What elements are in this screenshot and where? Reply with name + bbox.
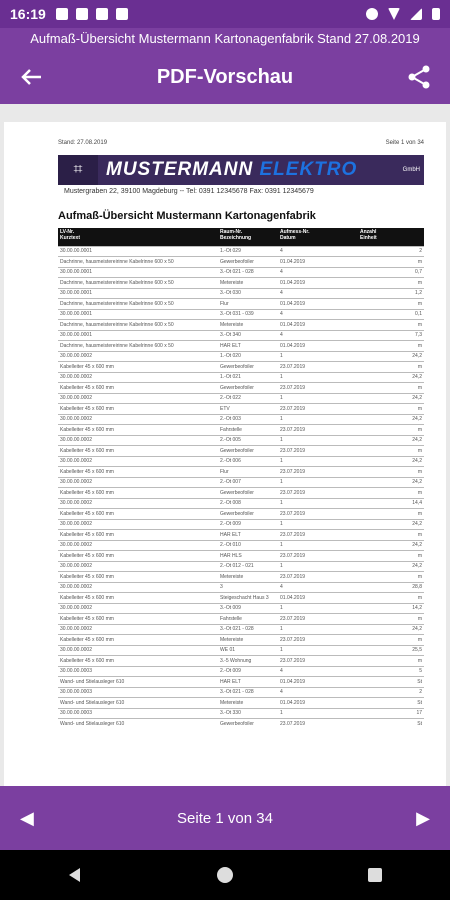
- table-cell: m: [358, 614, 424, 625]
- table-cell: 3.-Ot 009: [218, 603, 278, 614]
- table-cell: HAR ELT: [218, 677, 278, 688]
- table-cell: 30.00.00.0002: [58, 519, 218, 530]
- table-row: [58, 540, 424, 551]
- signal-icon: [410, 8, 422, 20]
- table-cell: St: [358, 677, 424, 688]
- document-subtitle: Aufmaß-Übersicht Mustermann Kartonagenfabrik Stand 27.08.2019: [0, 28, 450, 50]
- table-cell: Flur: [218, 467, 278, 478]
- pdf-viewer[interactable]: [0, 104, 450, 786]
- table-cell: 30.00.00.0001: [58, 267, 218, 278]
- back-arrow-icon[interactable]: [16, 62, 46, 92]
- table-row: [58, 299, 424, 310]
- header-raum-nr: Raum-Nr.: [220, 229, 243, 235]
- table-cell: Kabelleiter 45 x 600 mm: [58, 509, 218, 520]
- table-cell: 3.-Ot 031 - 039: [218, 309, 278, 320]
- table-cell: m: [358, 572, 424, 583]
- table-cell: m: [358, 467, 424, 478]
- table-cell: 30.00.00.0002: [58, 498, 218, 509]
- table-cell: m: [358, 362, 424, 373]
- table-cell: 01.04.2019: [278, 299, 358, 310]
- table-row: [58, 635, 424, 646]
- table-cell: 01.04.2019: [278, 320, 358, 331]
- table-cell: 1: [278, 708, 358, 719]
- table-cell: 01.04.2019: [278, 257, 358, 268]
- table-row: [58, 330, 424, 341]
- next-page-icon[interactable]: ▶: [416, 808, 430, 828]
- document-title: Aufmaß-Übersicht Mustermann Kartonagenfabrik: [58, 210, 316, 222]
- table-cell: 1: [278, 435, 358, 446]
- table-row: [58, 498, 424, 509]
- table-cell: Gewerbeofoiler: [218, 362, 278, 373]
- table-cell: 2.-Ot 005: [218, 435, 278, 446]
- table-cell: 30.00.00.0002: [58, 603, 218, 614]
- table-cell: 30.00.00.0002: [58, 456, 218, 467]
- previous-page-icon[interactable]: ◀: [20, 808, 34, 828]
- table-cell: Metereiste: [218, 635, 278, 646]
- table-row: [58, 341, 424, 352]
- logo-word-2: ELEKTRO: [259, 159, 358, 180]
- table-cell: 1.-Ot 021: [218, 372, 278, 383]
- page-header: [58, 140, 424, 146]
- table-cell: m: [358, 320, 424, 331]
- table-cell: 4: [278, 246, 358, 257]
- table-row: [58, 687, 424, 698]
- table-cell: m: [358, 551, 424, 562]
- table-cell: 25,5: [358, 645, 424, 656]
- table-cell: m: [358, 446, 424, 457]
- company-address: Mustergraben 22, 39100 Magdeburg -- Tel: 0391 12345678 Fax: 0391 12345679: [64, 188, 314, 195]
- table-cell: ETV: [218, 404, 278, 415]
- table-cell: 23.07.2019: [278, 446, 358, 457]
- table-row: [58, 582, 424, 593]
- table-row: [58, 593, 424, 604]
- table-cell: 1.-Ot 029: [218, 246, 278, 257]
- table-cell: 4: [278, 267, 358, 278]
- table-cell: 30.00.00.0002: [58, 435, 218, 446]
- table-row: [58, 278, 424, 289]
- table-cell: 23.07.2019: [278, 425, 358, 436]
- page-nav-bar: [0, 786, 450, 850]
- table-cell: Metereiste: [218, 320, 278, 331]
- table-cell: 28,8: [358, 582, 424, 593]
- table-cell: 24,2: [358, 561, 424, 572]
- header-lv-nr: LV-Nr.: [60, 229, 75, 235]
- table-cell: 30.00.00.0002: [58, 477, 218, 488]
- table-row: [58, 477, 424, 488]
- table-cell: 30.00.00.0003: [58, 687, 218, 698]
- table-cell: 30.00.00.0002: [58, 561, 218, 572]
- status-bar: [0, 0, 450, 28]
- logo-gmbh: GmbH: [402, 167, 420, 173]
- table-cell: Fahrstelle: [218, 425, 278, 436]
- wifi-icon: [388, 8, 400, 20]
- nav-recents-icon[interactable]: [360, 860, 390, 890]
- table-cell: m: [358, 278, 424, 289]
- table-cell: 01.04.2019: [278, 341, 358, 352]
- table-cell: WE 01: [218, 645, 278, 656]
- header-anzahl: Anzahl: [360, 229, 377, 235]
- clock: 16:19: [10, 6, 46, 22]
- table-cell: 24,2: [358, 624, 424, 635]
- table-cell: St: [358, 719, 424, 730]
- table-cell: 23.07.2019: [278, 572, 358, 583]
- table-cell: 30.00.00.0002: [58, 372, 218, 383]
- table-cell: 30.00.00.0002: [58, 624, 218, 635]
- table-cell: 2.-Ot 006: [218, 456, 278, 467]
- table-cell: 24,2: [358, 393, 424, 404]
- table-row: [58, 309, 424, 320]
- table-cell: 1: [278, 645, 358, 656]
- settings-icon: [56, 8, 68, 20]
- location-icon: [366, 8, 378, 20]
- table-cell: 23.07.2019: [278, 509, 358, 520]
- header-kurztext: Kurztext: [60, 235, 81, 241]
- table-cell: m: [358, 425, 424, 436]
- table-cell: Gewerbeofoiler: [218, 383, 278, 394]
- table-row: [58, 677, 424, 688]
- table-cell: 1: [278, 498, 358, 509]
- table-cell: 23.07.2019: [278, 362, 358, 373]
- table-cell: Kabelleiter 45 x 600 mm: [58, 404, 218, 415]
- table-row: [58, 257, 424, 268]
- table-row: [58, 456, 424, 467]
- table-cell: 30.00.00.0002: [58, 351, 218, 362]
- table-cell: 1: [278, 540, 358, 551]
- table-cell: m: [358, 530, 424, 541]
- table-cell: Kabelleiter 45 x 600 mm: [58, 572, 218, 583]
- table-cell: m: [358, 635, 424, 646]
- table-cell: 30.00.00.0002: [58, 393, 218, 404]
- table-row: [58, 719, 424, 730]
- table-row: [58, 572, 424, 583]
- sd-card-icon: [116, 8, 128, 20]
- table-cell: Dachrinne, hausmeistereirinne Kabelrinne 600 x 50: [58, 341, 218, 352]
- table-cell: 2.-Ot 012 - 021: [218, 561, 278, 572]
- table-cell: Metereiste: [218, 278, 278, 289]
- table-cell: m: [358, 656, 424, 667]
- table-row: [58, 393, 424, 404]
- table-cell: 01.04.2019: [278, 593, 358, 604]
- table-row: [58, 267, 424, 278]
- logo-word-1: MUSTERMANN: [106, 159, 254, 180]
- table-cell: 30.00.00.0003: [58, 708, 218, 719]
- table-row: [58, 372, 424, 383]
- table-cell: m: [358, 341, 424, 352]
- table-row: [58, 614, 424, 625]
- table-cell: Dachrinne, hausmeistereirinne Kabelrinne 600 x 50: [58, 320, 218, 331]
- system-nav-bar: [0, 850, 450, 900]
- table-cell: 14,2: [358, 603, 424, 614]
- table-cell: 30.00.00.0002: [58, 645, 218, 656]
- table-row: [58, 645, 424, 656]
- table-cell: 24,2: [358, 351, 424, 362]
- table-cell: 1: [278, 603, 358, 614]
- header-datum: Datum: [280, 235, 296, 241]
- table-header: [58, 228, 424, 246]
- table-cell: 23.07.2019: [278, 404, 358, 415]
- nav-back-icon[interactable]: [60, 860, 90, 890]
- table-cell: 4: [278, 288, 358, 299]
- table-cell: 3.-Ot 021 - 028: [218, 267, 278, 278]
- table-cell: 2.-Ot 008: [218, 498, 278, 509]
- table-cell: 5: [358, 666, 424, 677]
- table-cell: 23.07.2019: [278, 383, 358, 394]
- table-row: [58, 551, 424, 562]
- table-cell: Flur: [218, 299, 278, 310]
- table-cell: 01.04.2019: [278, 698, 358, 709]
- table-cell: 23.07.2019: [278, 635, 358, 646]
- table-cell: 1.-Ot 020: [218, 351, 278, 362]
- table-cell: 2.-Ot 007: [218, 477, 278, 488]
- table-cell: 24,2: [358, 435, 424, 446]
- table-row: [58, 561, 424, 572]
- table-cell: Kabelleiter 45 x 600 mm: [58, 383, 218, 394]
- table-cell: 0,7: [358, 267, 424, 278]
- table-cell: Kabelleiter 45 x 600 mm: [58, 635, 218, 646]
- page-title: PDF-Vorschau: [156, 65, 294, 88]
- table-cell: 1: [278, 456, 358, 467]
- table-cell: 2: [358, 687, 424, 698]
- table-cell: Wand- und Stielausleger 610: [58, 698, 218, 709]
- table-row: [58, 362, 424, 373]
- table-cell: Steigeschacht Haus 3: [218, 593, 278, 604]
- header-einheit: Einheit: [360, 235, 377, 241]
- company-logo: [58, 155, 424, 185]
- table-cell: 3.-Ot 021 - 028: [218, 624, 278, 635]
- table-cell: Kabelleiter 45 x 600 mm: [58, 467, 218, 478]
- app-bar: [0, 50, 450, 104]
- table-cell: m: [358, 404, 424, 415]
- table-cell: 1: [278, 351, 358, 362]
- table-cell: 2.-Ot 009: [218, 519, 278, 530]
- table-row: [58, 404, 424, 415]
- table-row: [58, 435, 424, 446]
- table-cell: 23.07.2019: [278, 530, 358, 541]
- table-cell: 4: [278, 309, 358, 320]
- table-row: [58, 320, 424, 331]
- table-cell: 3: [218, 582, 278, 593]
- table-cell: 3.-Ot 021 - 028: [218, 687, 278, 698]
- table-cell: 4: [278, 687, 358, 698]
- table-cell: 3.-Ot 340: [218, 330, 278, 341]
- table-cell: 23.07.2019: [278, 614, 358, 625]
- table-cell: 30.00.00.0001: [58, 309, 218, 320]
- table-cell: 24,2: [358, 372, 424, 383]
- table-cell: 7,3: [358, 330, 424, 341]
- table-row: [58, 603, 424, 614]
- table-cell: 01.04.2019: [278, 677, 358, 688]
- table-cell: 24,2: [358, 477, 424, 488]
- table-cell: m: [358, 593, 424, 604]
- table-cell: 30.00.00.0001: [58, 288, 218, 299]
- table-cell: 30.00.00.0002: [58, 414, 218, 425]
- table-cell: 23.07.2019: [278, 488, 358, 499]
- table-cell: 23.07.2019: [278, 656, 358, 667]
- table-cell: Gewerbeofoiler: [218, 257, 278, 268]
- table-cell: 4: [278, 330, 358, 341]
- table-cell: 17: [358, 708, 424, 719]
- table-cell: 1: [278, 477, 358, 488]
- table-cell: m: [358, 383, 424, 394]
- table-row: [58, 246, 424, 257]
- table-row: [58, 666, 424, 677]
- table-cell: 30.00.00.0003: [58, 666, 218, 677]
- table-row: [58, 624, 424, 635]
- table-row: [58, 446, 424, 457]
- table-cell: 30.00.00.0001: [58, 330, 218, 341]
- table-cell: 24,2: [358, 414, 424, 425]
- table-cell: 4: [278, 666, 358, 677]
- table-cell: 0,1: [358, 309, 424, 320]
- table-row: [58, 288, 424, 299]
- pdf-page: [4, 122, 446, 786]
- table-cell: Gewerbeofoiler: [218, 446, 278, 457]
- stand-date: Stand: 27.08.2019: [58, 140, 108, 146]
- table-cell: Kabelleiter 45 x 600 mm: [58, 656, 218, 667]
- table-cell: Dachrinne, hausmeistereirinne Kabelrinne 600 x 50: [58, 299, 218, 310]
- table-cell: 1: [278, 624, 358, 635]
- table-row: [58, 530, 424, 541]
- table-cell: Gewerbeofoiler: [218, 488, 278, 499]
- table-cell: 30.00.00.0002: [58, 582, 218, 593]
- nav-home-icon[interactable]: [210, 860, 240, 890]
- header-bezeichnung: Bezeichnung: [220, 235, 252, 241]
- table-row: [58, 425, 424, 436]
- table-cell: 2: [358, 246, 424, 257]
- table-cell: Metereiste: [218, 698, 278, 709]
- aufmass-table: [58, 228, 424, 729]
- table-row: [58, 467, 424, 478]
- table-cell: 3.-Ot 330: [218, 708, 278, 719]
- table-cell: Kabelleiter 45 x 600 mm: [58, 362, 218, 373]
- table-cell: 30.00.00.0001: [58, 246, 218, 257]
- table-cell: m: [358, 488, 424, 499]
- table-row: [58, 383, 424, 394]
- table-cell: 3.-Ot 030: [218, 288, 278, 299]
- header-aufmess-nr: Aufmess-Nr.: [280, 229, 310, 235]
- table-cell: Kabelleiter 45 x 600 mm: [58, 551, 218, 562]
- logo-mark-icon: ⌗: [58, 155, 98, 185]
- page-indicator: Seite 1 von 34: [177, 809, 273, 827]
- table-row: [58, 708, 424, 719]
- table-cell: St: [358, 698, 424, 709]
- table-cell: Kabelleiter 45 x 600 mm: [58, 488, 218, 499]
- table-cell: m: [358, 509, 424, 520]
- table-cell: 1,2: [358, 288, 424, 299]
- table-cell: 1: [278, 561, 358, 572]
- table-cell: Fahrstelle: [218, 614, 278, 625]
- table-cell: Kabelleiter 45 x 600 mm: [58, 593, 218, 604]
- table-cell: 24,2: [358, 456, 424, 467]
- security-icon: [96, 8, 108, 20]
- table-row: [58, 698, 424, 709]
- table-cell: Kabelleiter 45 x 600 mm: [58, 530, 218, 541]
- table-cell: 2.-Ot 010: [218, 540, 278, 551]
- table-cell: 1: [278, 393, 358, 404]
- table-cell: 1: [278, 414, 358, 425]
- table-cell: Metereiste: [218, 572, 278, 583]
- table-cell: 1: [278, 519, 358, 530]
- table-row: [58, 414, 424, 425]
- table-row: [58, 519, 424, 530]
- table-cell: 4: [278, 582, 358, 593]
- page-counter: Seite 1 von 34: [385, 140, 424, 146]
- table-cell: 24,2: [358, 540, 424, 551]
- table-row: [58, 488, 424, 499]
- table-cell: 23.07.2019: [278, 719, 358, 730]
- table-cell: 30.00.00.0002: [58, 540, 218, 551]
- table-cell: 14,4: [358, 498, 424, 509]
- table-cell: 23.07.2019: [278, 467, 358, 478]
- table-cell: 2.-Ot 009: [218, 666, 278, 677]
- table-cell: Gewerbeofoiler: [218, 719, 278, 730]
- table-cell: HAR ELT: [218, 530, 278, 541]
- table-cell: Gewerbeofoiler: [218, 509, 278, 520]
- table-cell: HAR ELT: [218, 341, 278, 352]
- table-cell: Dachrinne, hausmeistereirinne Kabelrinne 600 x 50: [58, 278, 218, 289]
- table-cell: 2.-Ot 003: [218, 414, 278, 425]
- table-row: [58, 351, 424, 362]
- table-cell: 01.04.2019: [278, 278, 358, 289]
- battery-icon: [432, 8, 440, 20]
- news-icon: [76, 8, 88, 20]
- table-cell: Kabelleiter 45 x 600 mm: [58, 425, 218, 436]
- table-row: [58, 509, 424, 520]
- table-cell: m: [358, 299, 424, 310]
- table-cell: 24,2: [358, 519, 424, 530]
- table-cell: Dachrinne, hausmeistereirinne Kabelrinne 600 x 50: [58, 257, 218, 268]
- table-cell: Wand- und Stielausleger 610: [58, 677, 218, 688]
- table-cell: HAR HLS: [218, 551, 278, 562]
- table-cell: m: [358, 257, 424, 268]
- table-cell: 1: [278, 372, 358, 383]
- table-cell: Kabelleiter 45 x 600 mm: [58, 614, 218, 625]
- table-cell: Wand- und Stielausleger 610: [58, 719, 218, 730]
- table-cell: 2.-Ot 022: [218, 393, 278, 404]
- table-cell: 23.07.2019: [278, 551, 358, 562]
- table-cell: Kabelleiter 45 x 600 mm: [58, 446, 218, 457]
- table-row: [58, 656, 424, 667]
- table-cell: 3.-5 Wohnung: [218, 656, 278, 667]
- share-icon[interactable]: [404, 62, 434, 92]
